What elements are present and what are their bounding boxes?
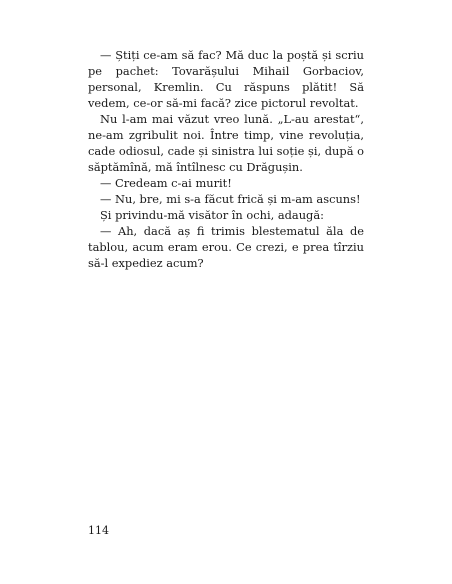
paragraph: — Știți ce-am să fac? Mă duc la poștă și scriu pe pachet: Tovarășului Mihail Gorbaciov, personal, Kremlin. Cu răspuns plătit! Să vedem, ce-or să-mi facă? zice pictorul revoltat. <box>88 48 364 110</box>
paragraph: — Nu, bre, mi s-a făcut frică și m-am ascuns! <box>100 192 361 206</box>
paragraph: — Credeam c-ai murit! <box>100 176 232 190</box>
paragraph: Și privindu-mă visător în ochi, adaugă: <box>100 208 324 222</box>
paragraph: — Ah, dacă aș fi trimis blestematul ăla de tablou, acum eram erou. Ce crezi, e prea tîrziu să-l expediez acum? <box>88 224 364 270</box>
paragraph: Nu l-am mai văzut vreo lună. „L-au arestat“, ne-am zgribulit noi. Între timp, vine revoluția, cade odiosul, cade și sinistra lui soție și, după o săptămînă, mă întîlnesc cu Drăgușin. <box>88 112 364 174</box>
body-text <box>88 47 364 271</box>
page-number: 114 <box>88 524 109 537</box>
